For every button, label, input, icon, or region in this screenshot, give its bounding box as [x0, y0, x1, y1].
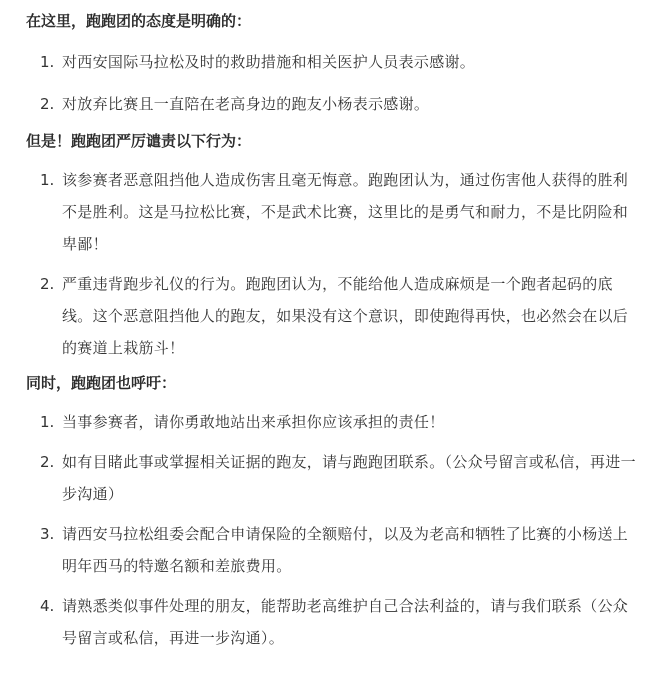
list-item-text: 请西安马拉松组委会配合申请保险的全额赔付，以及为老高和牺牲了比赛的小杨送上明年西马的特邀名额和差旅费用。 [62, 525, 629, 575]
list-item-number: 1. [40, 171, 55, 189]
list-item-number: 2. [40, 275, 55, 293]
list-item-text: 严重违背跑步礼仪的行为。跑跑团认为，不能给他人造成麻烦是一个跑者起码的底线。这个恶意阻挡他人的跑友，如果没有这个意识，即使跑得再快，也必然会在以后的赛道上栽筋斗！ [62, 275, 629, 357]
list-item-text: 该参赛者恶意阻挡他人造成伤害且毫无悔意。跑跑团认为，通过伤害他人获得的胜利不是胜利。这是马拉松比赛，不是武术比赛，这里比的是勇气和耐力，不是比阴险和卑鄙！ [62, 171, 629, 253]
list-item [26, 590, 639, 654]
list-item [26, 446, 639, 510]
section-heading-stance: 在这里，跑跑团的态度是明确的： [26, 12, 252, 30]
list-thanks [26, 46, 639, 120]
list-item-number: 3. [40, 525, 55, 543]
list-item-text: 对西安国际马拉松及时的救助措施和相关医护人员表示感谢。 [62, 53, 476, 71]
list-item [26, 268, 639, 364]
list-item-number: 1. [40, 53, 55, 71]
list-appeal [26, 406, 639, 654]
list-item [26, 406, 639, 438]
list-item-text: 对放弃比赛且一直陪在老高身边的跑友小杨表示感谢。 [62, 95, 430, 113]
list-item-text: 当事参赛者，请你勇敢地站出来承担你应该承担的责任！ [62, 413, 445, 431]
list-condemn [26, 164, 639, 364]
list-item-number: 4. [40, 597, 55, 615]
list-item-text: 请熟悉类似事件处理的朋友，能帮助老高维护自己合法利益的，请与我们联系（公众号留言或私信，再进一步沟通）。 [62, 597, 629, 647]
list-item [26, 88, 639, 120]
section-heading-condemn: 但是！跑跑团严厉谴责以下行为： [26, 132, 252, 150]
list-item-number: 2. [40, 453, 55, 471]
list-item [26, 164, 639, 260]
section-heading-appeal: 同时，跑跑团也呼吁： [26, 374, 177, 392]
list-item [26, 518, 639, 582]
list-item-text: 如有目睹此事或掌握相关证据的跑友，请与跑跑团联系。（公众号留言或私信，再进一步沟通） [62, 453, 636, 503]
list-item [26, 46, 639, 78]
list-item-number: 1. [40, 413, 55, 431]
list-item-number: 2. [40, 95, 55, 113]
